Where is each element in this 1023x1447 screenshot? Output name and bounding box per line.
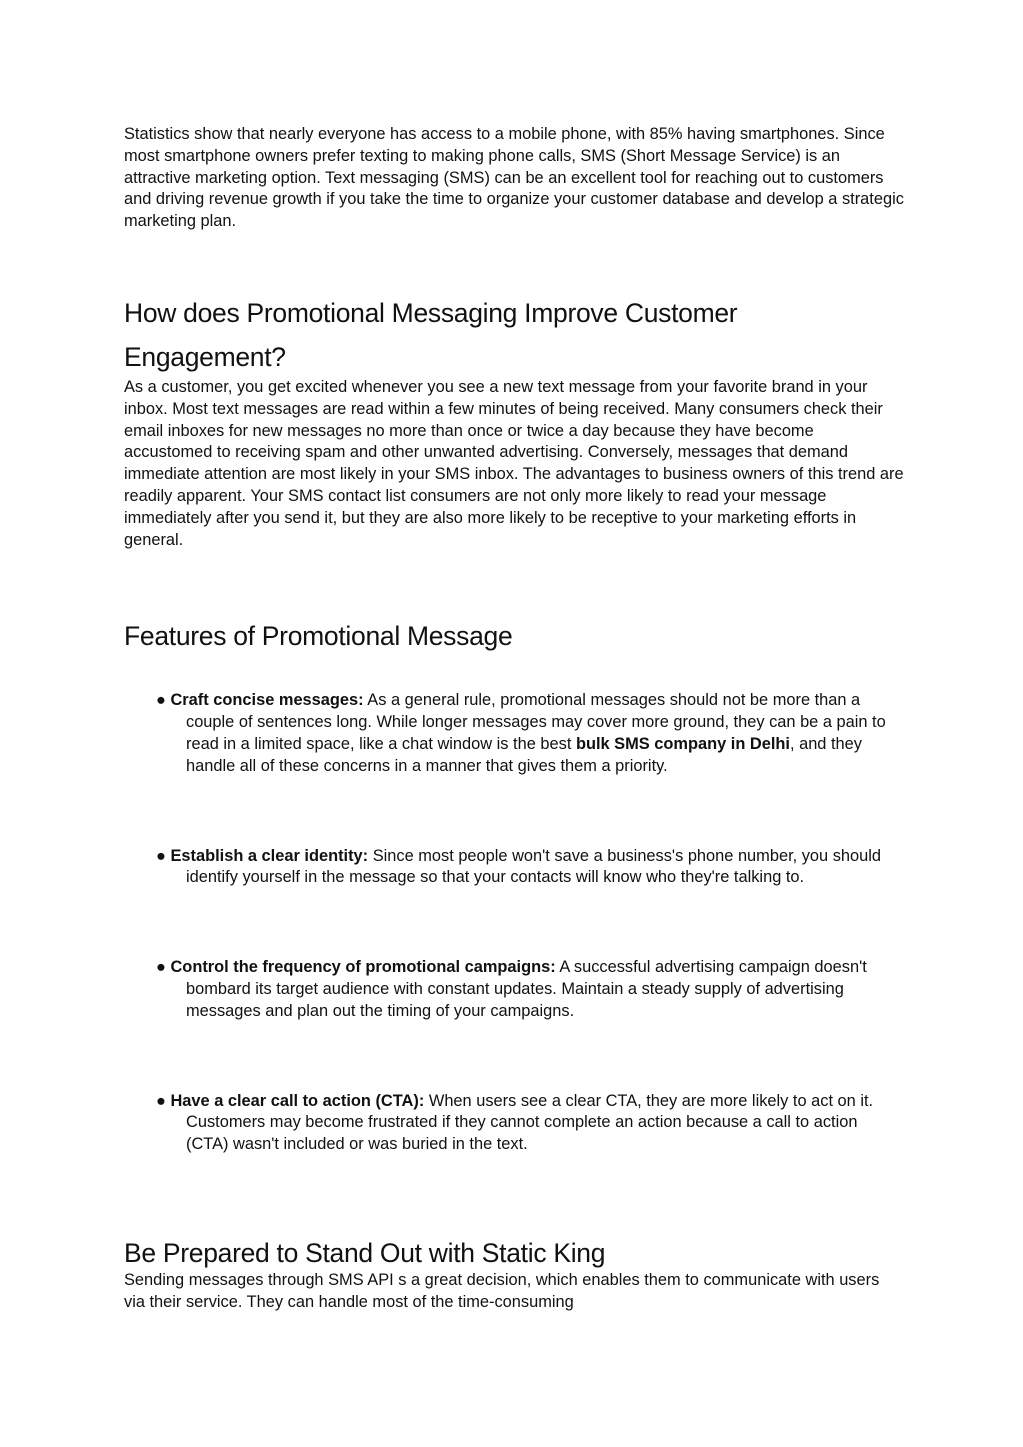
feature-item-concise	[124, 690, 904, 777]
feature-item-cta	[124, 1091, 904, 1156]
document-page	[124, 124, 904, 1314]
feature-item-frequency	[124, 957, 904, 1022]
bulk-sms-link[interactable]: bulk SMS company in Delhi	[575, 734, 790, 753]
feature-text: As a general rule, promotional messages should not be more than a couple of sentences long. While longer messages may cover more ground, they can be a pain to read in a limited space, like a chat window is the best	[186, 691, 886, 753]
bullet-icon: ●	[156, 958, 166, 977]
engagement-paragraph: As a customer, you get excited whenever you see a new text message from your favorite brand in your inbox. Most text messages are read within a few minutes of being received. Many consumers check their email inboxes for new messages no more than once or twice a day because they have become accustomed to receiving spam and other unwanted advertising. Conversely, messages that demand immediate attention are most likely in your SMS inbox. The advantages to business owners of this trend are readily apparent. Your SMS contact list consumers are not only more likely to read your message immediately after you send it, but they are also more likely to be receptive to your marketing efforts in general.	[124, 377, 904, 549]
intro-paragraph: Statistics show that nearly everyone has access to a mobile phone, with 85% having smartphones. Since most smartphone owners prefer texting to making phone calls, SMS (Short Message Service) is an attractive marketing option. Text messaging (SMS) can be an excellent tool for reaching out to customers and driving revenue growth if you take the time to organize your customer database and develop a strategic marketing plan.	[124, 125, 904, 231]
feature-title: Have a clear call to action (CTA):	[170, 1091, 425, 1110]
feature-text: A successful advertising campaign doesn't bombard its target audience with constant updates. Maintain a steady supply of advertising messages and plan out the timing of your campaigns.	[186, 958, 867, 1020]
feature-text-after: , and they handle all of these concerns in a manner that gives them a priority.	[186, 734, 862, 775]
bullet-icon: ●	[156, 846, 166, 865]
standout-paragraph: Sending messages through SMS API s a great decision, which enables them to communicate with users via their service. They can handle most of the time-consuming	[124, 1270, 880, 1311]
bullet-icon: ●	[156, 691, 166, 710]
features-list	[124, 690, 904, 1156]
feature-title: Control the frequency of promotional campaigns:	[170, 958, 556, 977]
feature-text: When users see a clear CTA, they are more likely to act on it. Customers may become frustrated if they cannot complete an action because a call to action (CTA) wasn't included or was buried in the text.	[186, 1091, 874, 1154]
feature-title: Craft concise messages:	[170, 691, 364, 710]
standout-heading: Be Prepared to Stand Out with Static King	[124, 1237, 606, 1268]
bullet-icon: ●	[156, 1091, 166, 1110]
engagement-heading: How does Promotional Messaging Improve Customer Engagement?	[124, 297, 738, 372]
feature-item-identity	[124, 846, 904, 890]
feature-text: Since most people won't save a business's phone number, you should identify yourself in the message so that your contacts will know who they're talking to.	[186, 846, 882, 887]
features-heading: Features of Promotional Message	[124, 621, 513, 652]
feature-title: Establish a clear identity:	[170, 846, 369, 865]
